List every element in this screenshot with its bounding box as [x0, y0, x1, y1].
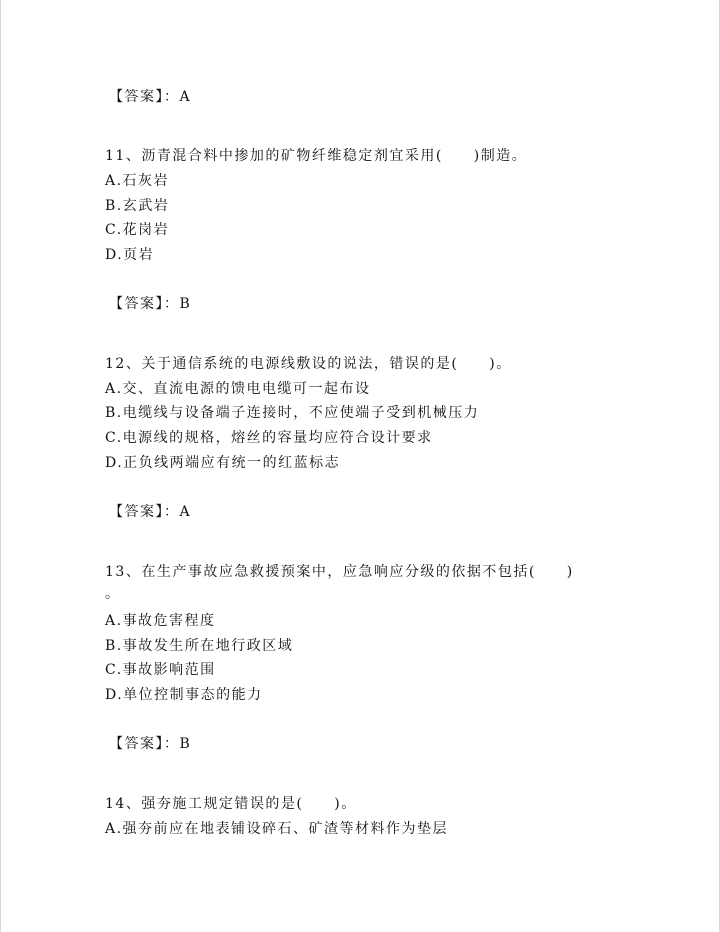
answer-12: 【答案】：A	[109, 504, 192, 520]
question-12-option-d: D.正负线两端应有统一的红蓝标志	[105, 455, 341, 471]
question-13-stem-continuation: 。	[105, 586, 121, 602]
question-14-stem: 14、强夯施工规定错误的是( )。	[105, 796, 357, 812]
question-11-option-c: C.花岗岩	[105, 222, 170, 238]
question-13-option-b: B.事故发生所在地行政区域	[105, 638, 294, 654]
question-11-option-d: D.页岩	[105, 247, 155, 263]
question-13-option-c: C.事故影响范围	[105, 662, 216, 678]
question-12-option-b: B.电缆线与设备端子连接时，不应使端子受到机械压力	[105, 405, 480, 421]
question-13-option-d: D.单位控制事态的能力	[105, 687, 263, 703]
question-14-option-a: A.强夯前应在地表铺设碎石、矿渣等材料作为垫层	[105, 821, 449, 837]
question-11-option-a: A.石灰岩	[105, 173, 170, 189]
question-13-option-a: A.事故危害程度	[105, 613, 216, 629]
answer-11: 【答案】：B	[109, 296, 192, 312]
question-13-stem: 13、在生产事故应急救援预案中，应急响应分级的依据不包括( )	[105, 564, 574, 580]
question-12-stem: 12、关于通信系统的电源线敷设的说法，错误的是( )。	[105, 356, 512, 372]
question-12-option-a: A.交、直流电源的馈电电缆可一起布设	[105, 381, 371, 397]
answer-13: 【答案】：B	[109, 736, 192, 752]
question-12-option-c: C.电源线的规格，熔丝的容量均应符合设计要求	[105, 430, 433, 446]
question-11-stem: 11、沥青混合料中掺加的矿物纤维稳定剂宜采用( )制造。	[105, 148, 528, 164]
question-11-option-b: B.玄武岩	[105, 198, 170, 214]
answer-10: 【答案】：A	[109, 89, 192, 105]
